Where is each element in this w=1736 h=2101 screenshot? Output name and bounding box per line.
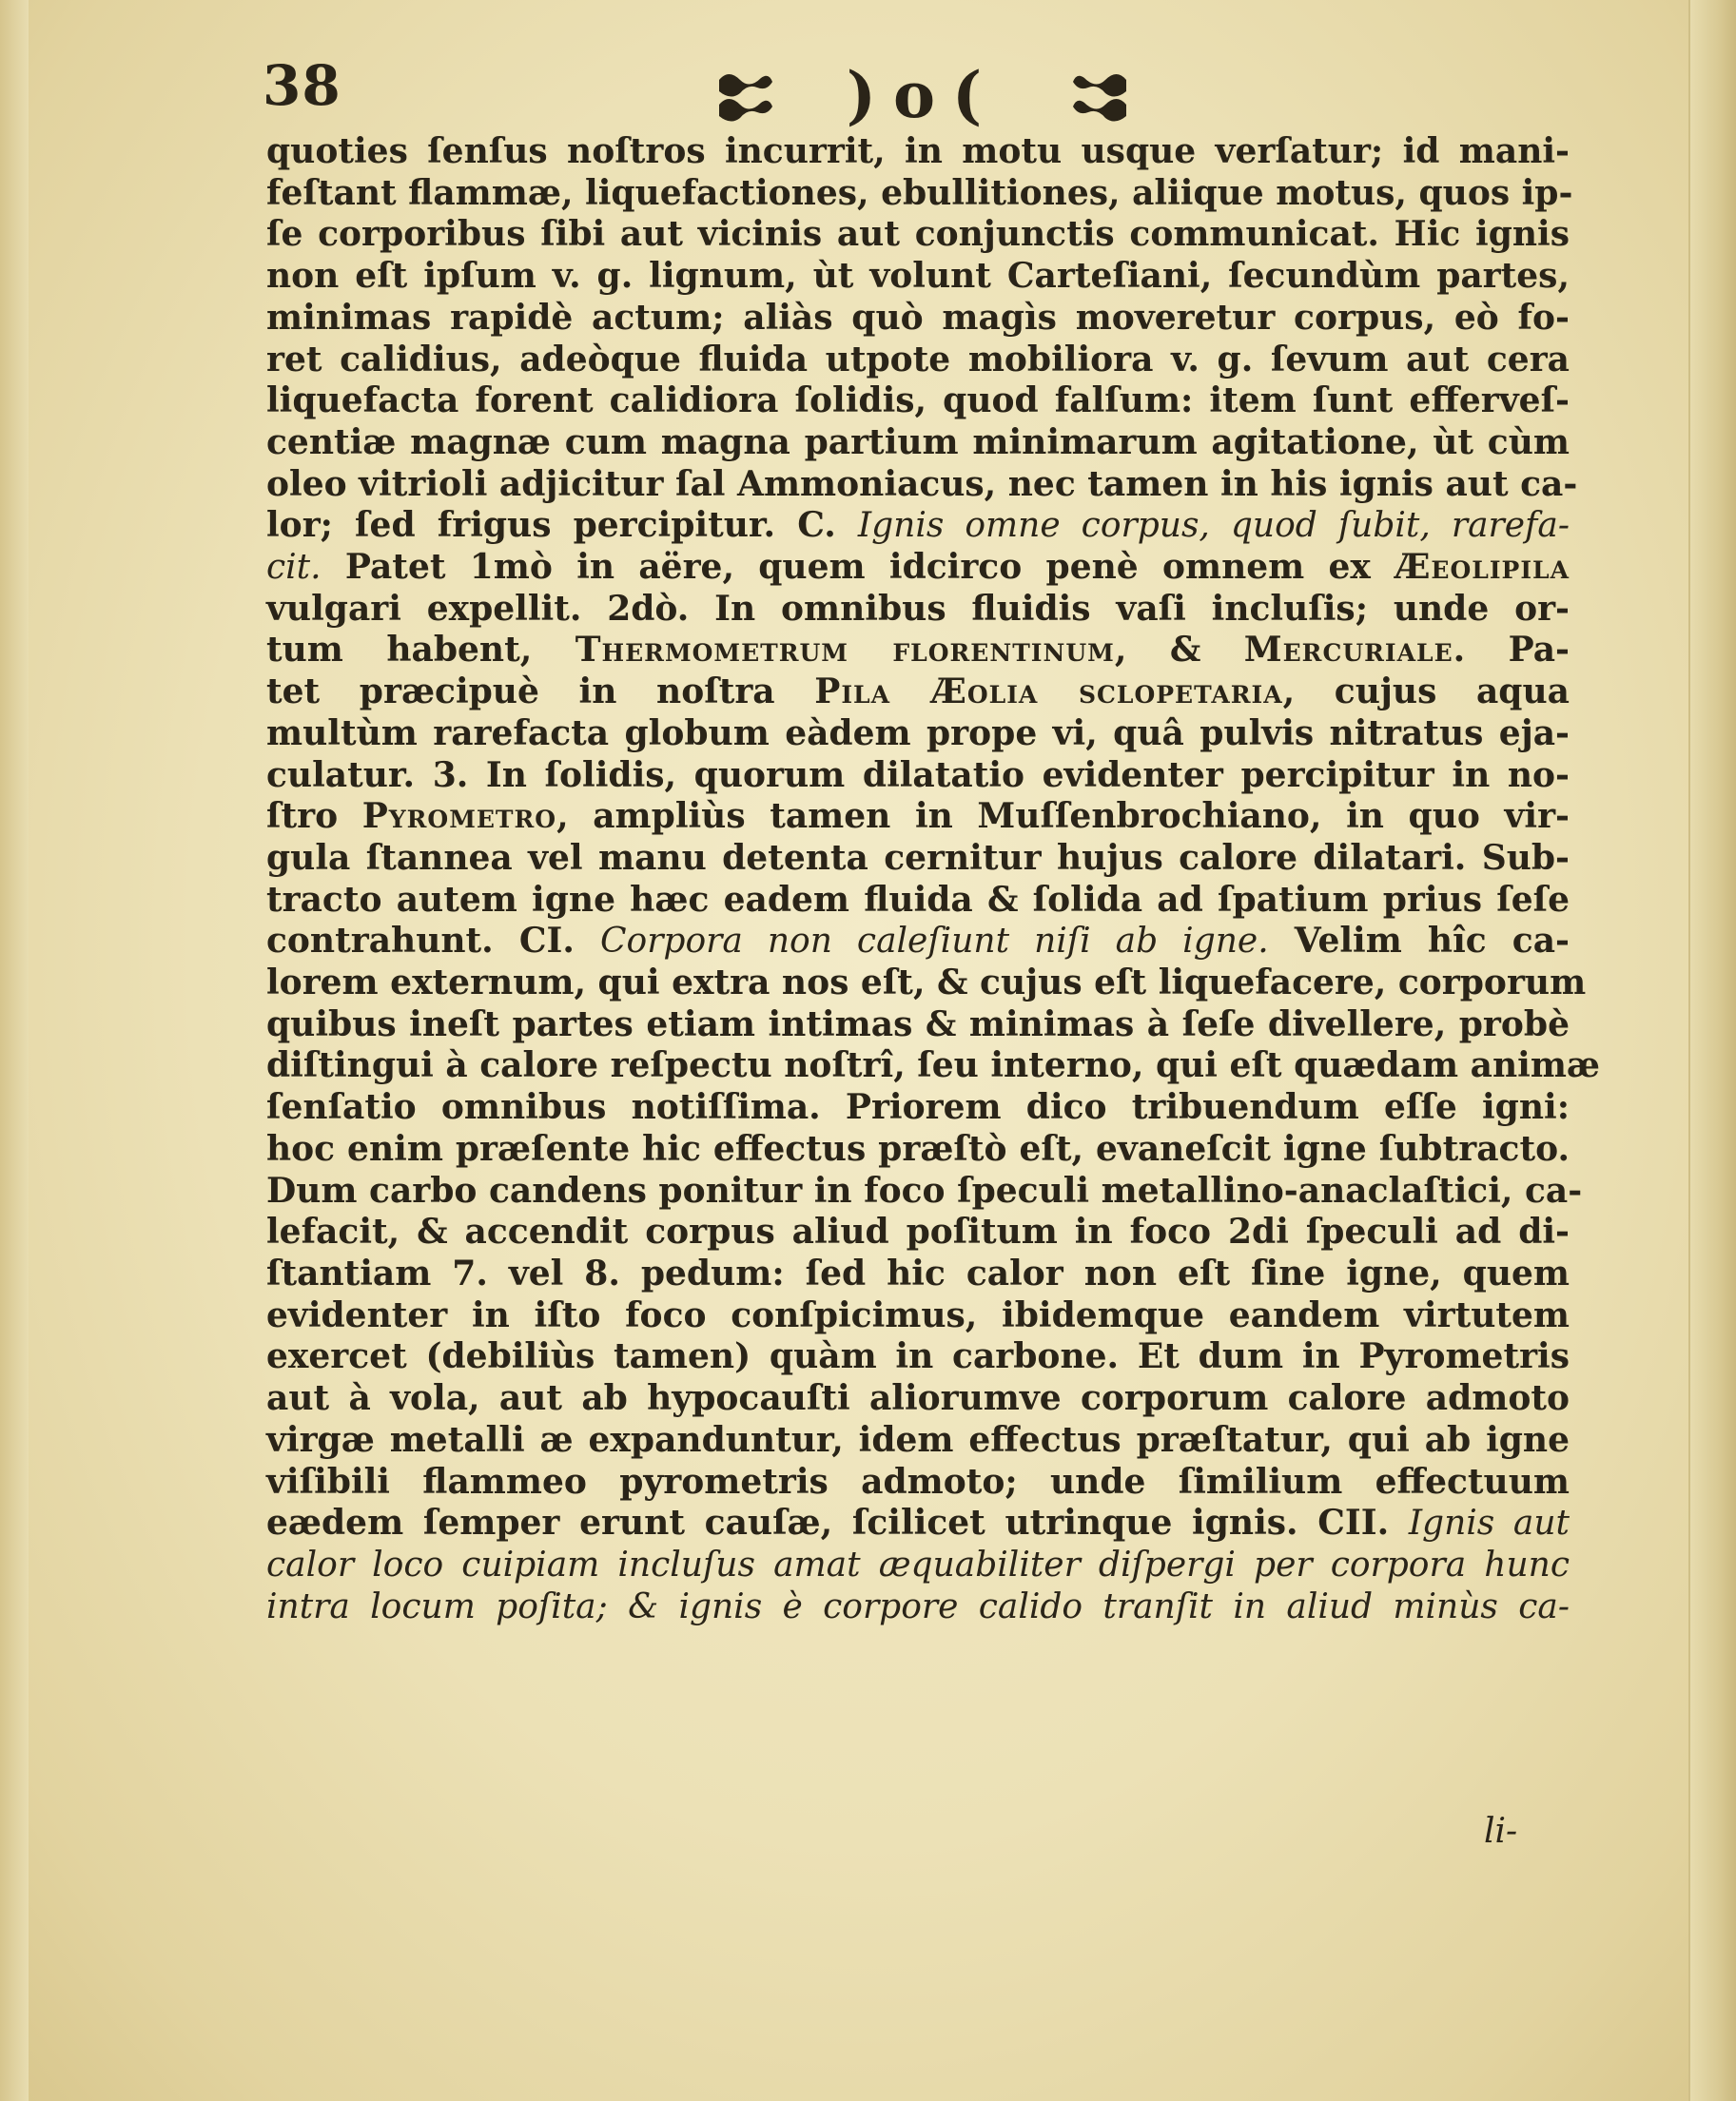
text-line-27: lefacit, & accendit corpus aliud poſitum in foco 2di ſpeculi ad di- xyxy=(266,1212,1570,1253)
catchword: li- xyxy=(1484,1812,1518,1851)
text-line-19: tracto autem igne hæc eadem fluida & ſolida ad ſpatium prius ſeſe xyxy=(266,879,1570,920)
text-line-23: diſtingui à calore reſpectu noſtrî, ſeu interno, qui eſt quædam animæ xyxy=(266,1045,1601,1086)
text-line-8: centiæ magnæ cum magna partium minimarum agitatione, ùt cùm xyxy=(266,421,1570,462)
text-line-7: liquefacta forent calidiora ſolidis, quod falſum: item ſunt efferveſ- xyxy=(266,380,1570,421)
section-ci-heading: Corpora non caleſiunt niſi ab igne. xyxy=(599,922,1269,962)
text-line-34 xyxy=(266,1503,1570,1545)
text-line-6: ret calidius, adeòque fluida utpote mobiliora v. g. ſevum aut cera xyxy=(266,339,1570,379)
text-line-26: Dum carbo candens ponitur in foco ſpeculi metallino-anaclaſtici, ca- xyxy=(266,1170,1583,1211)
text-line-10 xyxy=(266,505,1570,547)
ornament-center: )o( xyxy=(846,58,1000,132)
line-11-text: Patet 1mò in aëre, quem idcirco penè omnem ex xyxy=(321,547,1395,588)
text-line-35: calor loco cuipiam incluſus amat æquabiliter diſpergi per corpora hunc xyxy=(266,1545,1570,1585)
line-34-pre: eædem ſemper erunt cauſæ, ſcilicet utrinque ignis. CII. xyxy=(266,1503,1409,1544)
text-line-5: minimas rapidè actum; aliàs quò magìs moveretur corpus, eò fo- xyxy=(266,297,1570,338)
section-c-heading: Ignis omne corpus, quod ſubit, rarefa- xyxy=(857,506,1570,546)
text-line-9: oleo vitrioli adjicitur ſal Ammoniacus, nec tamen in his ignis aut ca- xyxy=(266,463,1578,504)
line-14-pre: tet præcipuè in noſtra xyxy=(266,671,815,712)
line-17-post: , ampliùs tamen in Muſſenbrochiano, in quo vir- xyxy=(556,796,1570,837)
text-line-22: quibus ineſt partes etiam intimas & minimas à ſeſe divellere, probè xyxy=(266,1003,1570,1044)
text-line-17 xyxy=(266,796,1570,838)
text-line-18: gula ſtannea vel manu detenta cernitur hujus calore dilatari. Sub- xyxy=(266,837,1570,878)
term-mercuriale: Mercuriale xyxy=(1243,630,1453,671)
text-line-14 xyxy=(266,671,1570,713)
line-10-text: lor; ſed frigus percipitur. C. xyxy=(266,505,858,546)
text-line-32: virgæ metalli æ expanduntur, idem effectus præſtatur, qui ab igne xyxy=(266,1419,1570,1460)
text-line-21: lorem externum, qui extra nos eſt, & cujus eſt liquefacere, corporum xyxy=(266,963,1587,1003)
text-line-2: feſtant flammæ, liquefactiones, ebullitiones, aliique motus, quos ip- xyxy=(266,172,1573,213)
text-line-30: exercet (debiliùs tamen) quàm in carbone. Et dum in Pyrometris xyxy=(266,1336,1570,1377)
page-gutter xyxy=(0,0,29,2101)
text-line-3: ſe corporibus ſibi aut vicinis aut conjunctis communicat. Hic ignis xyxy=(266,214,1570,255)
term-thermometrum: Thermometrum florentinum xyxy=(575,630,1115,671)
section-c-heading-end: cit. xyxy=(266,548,322,588)
text-line-11 xyxy=(266,547,1570,589)
text-line-12: vulgari expellit. 2dò. In omnibus fluidis vaſi incluſis; unde or- xyxy=(266,588,1570,629)
text-line-36: intra locum poſita; & ignis è corpore calido tranſit in aliud minùs ca- xyxy=(266,1586,1570,1626)
term-pyrometro: Pyrometro xyxy=(361,796,557,837)
line-13-pre: tum habent, xyxy=(266,630,575,671)
text-line-4: non eſt ipſum v. g. lignum, ùt volunt Carteſiani, ſecundùm partes, xyxy=(266,256,1570,297)
text-line-1: quoties ſenſus noſtros incurrit, in motu usque verſatur; id mani- xyxy=(266,131,1570,171)
text-line-13 xyxy=(266,630,1570,671)
text-line-25: hoc enim præſente hic effectus præſtò eſt, evaneſcit igne ſubtracto. xyxy=(266,1128,1570,1169)
text-line-16: culatur. 3. In ſolidis, quorum dilatatio evidenter percipitur in no- xyxy=(266,754,1570,795)
text-line-28: ſtantiam 7. vel 8. pedum: ſed hic calor non eſt ſine igne, quem xyxy=(266,1253,1570,1294)
line-14-post: , cujus aqua xyxy=(1282,671,1570,712)
text-line-33: viſibili flammeo pyrometris admoto; unde ſimilium effectuum xyxy=(266,1461,1570,1502)
text-line-24: ſenſatio omnibus notiſſima. Priorem dico tribuendum eſſe igni: xyxy=(266,1087,1570,1128)
text-line-31: aut à vola, aut ab hypocauſti aliorumve corporum calore admoto xyxy=(266,1378,1570,1419)
term-pila-aeolia: Pila Æolia sclopetaria xyxy=(814,671,1283,712)
body-text xyxy=(266,131,1601,1627)
header-ornament xyxy=(713,57,1132,133)
line-13-post: . Pa- xyxy=(1453,630,1570,671)
line-17-pre: ſtro xyxy=(266,796,362,837)
line-20-pre: contrahunt. CI. xyxy=(266,921,600,962)
line-20-post: Velim hîc ca- xyxy=(1268,921,1570,962)
page-number: 38 xyxy=(263,53,341,118)
section-cii-heading: Ignis aut xyxy=(1408,1504,1570,1544)
page-edge xyxy=(1688,0,1736,2101)
page-header xyxy=(257,38,1570,143)
term-aeolipila: Æeolipila xyxy=(1395,547,1570,588)
fleuron-left-icon xyxy=(713,63,778,127)
text-line-29: evidenter in iſto foco conſpicimus, ibidemque eandem virtutem xyxy=(266,1294,1570,1335)
line-13-mid: , & xyxy=(1114,630,1244,671)
fleuron-right-icon xyxy=(1067,63,1132,127)
text-line-15: multùm rarefacta globum eàdem prope vi, quâ pulvis nitratus eja- xyxy=(266,712,1570,753)
text-line-20 xyxy=(266,921,1570,963)
